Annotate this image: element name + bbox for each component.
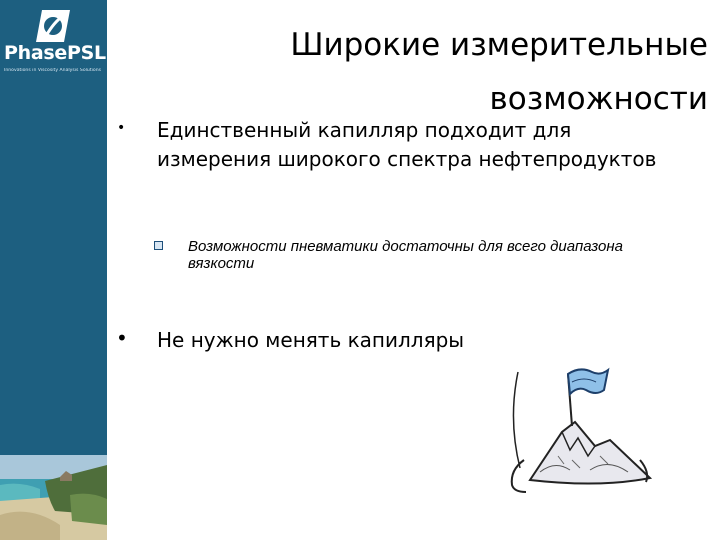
bullet-marker: • [116,326,128,350]
sub-bullet-text: Возможности пневматики достаточны для всего диапазона вязкости [188,238,623,272]
slide-title: Широкие измерительные возможности [290,27,708,117]
sub-bullet-checkbox-icon [154,241,163,250]
company-logo [0,0,107,90]
flag-on-mountain-clipart [500,360,660,495]
logo-tagline: Innovations in Viscosity Analysis Solutions [4,68,102,73]
bullet-marker: • [117,120,126,136]
bullet-text: Единственный капилляр подходит для измерения широкого спектра нефтепродуктов [157,118,657,171]
logo-mark-icon [30,6,76,46]
bullet-text: Не нужно менять капилляры [157,328,465,352]
sidebar [0,0,107,540]
logo-name: PhasePSL [4,42,106,64]
beach-photo [0,455,107,540]
